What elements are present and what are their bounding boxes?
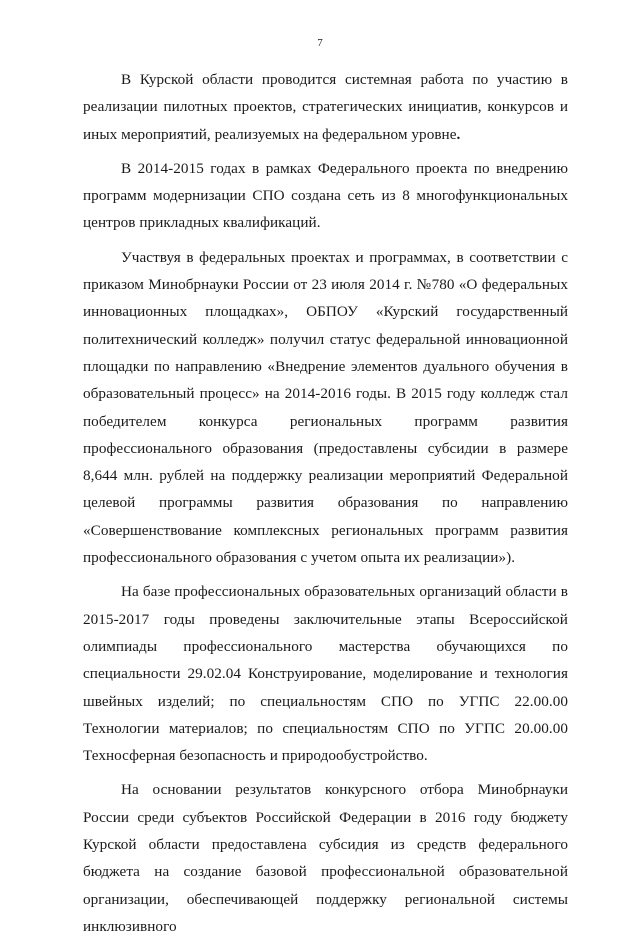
paragraph-olympiads: На базе профессиональных образовательных организаций области в 2015-2017 годы проведены заключительные этапы Всероссийской олимпиады профессионального мастерства обучающихся по специальности 29.02.04 Конструирование, моделирование и технология швейных изделий; по специальностям СПО по УГПС 22.00.00 Технологии материалов; по специальностям СПО по УГПС 20.00.00 Техносферная безопасность и природообустройство. — [83, 583, 568, 765]
paragraph-innovation-platform: Участвуя в федеральных проектах и программах, в соответствии с приказом Минобрнауки России от 23 июля 2014 г. №780 «О федеральных инновационных площадках», ОБПОУ «Курский государственный политехнический колледж» получил статус федеральной инновационной площадки по направлению «Внедрение элементов дуального обучения в образовательный процесс» на 2014-2016 годы. В 2015 году колледж стал победителем конкурса региональных программ развития профессионального образования (предоставлены субсидии в размере 8,644 млн. рублей на поддержку реализации мероприятий Федеральной целевой программы развития образования по направлению «Совершенствование комплексных региональных программ развития профессионального образования с учетом опыта их реализации»). — [83, 248, 568, 567]
paragraph-text: В Курской области проводится системная работа по участию в реализации пилотных проектов, стратегических инициатив, конкурсов и иных мероприятий, реализуемых на федеральном уровне — [83, 71, 568, 143]
paragraph-competence-centers: В 2014-2015 годах в рамках Федерального проекта по внедрению программ модернизации СПО создана сеть из 8 многофункциональных центров прикладных квалификаций. — [83, 159, 568, 232]
document-body — [83, 66, 568, 947]
paragraph-period: . — [456, 125, 461, 143]
paragraph-inclusive-education: На основании результатов конкурсного отбора Минобрнауки России среди субъектов Российской Федерации в 2016 году бюджету Курской области предоставлена субсидия из средств федерального бюджета на создание базовой профессиональной образовательной организации, обеспечивающей поддержку региональной системы инклюзивного — [83, 781, 568, 935]
paragraph-federal-initiatives — [83, 66, 568, 148]
page-number: 7 — [317, 37, 323, 49]
